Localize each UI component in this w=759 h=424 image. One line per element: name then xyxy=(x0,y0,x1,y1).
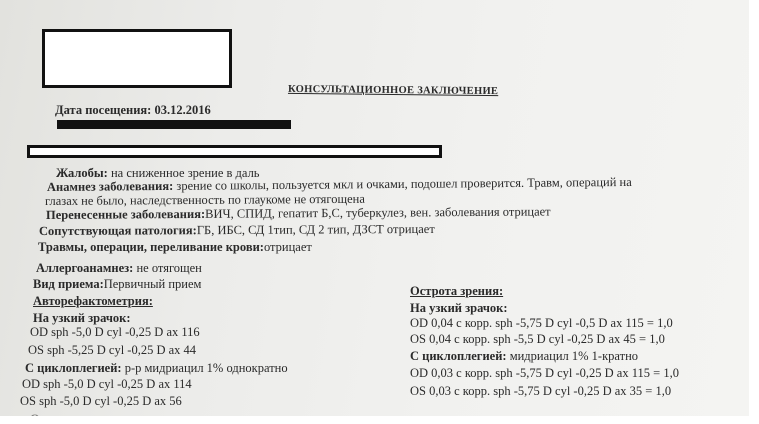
comorbid-label: Сопутствующая патология: xyxy=(38,223,197,238)
past-diseases-value: ВИЧ, СПИД, гепатит Б,С, туберкулез, вен. заболевания отрицает xyxy=(205,204,551,221)
redacted-address-bar xyxy=(27,145,442,158)
autoref-cyclo-os: OS sph -5,0 D cyl -0,25 D ax 56 xyxy=(20,394,182,408)
acuity-cyclo-value: мидриацил 1% 1-кратно xyxy=(509,349,639,363)
autoref-narrow-od: OD sph -5,0 D cyl -0,25 D ax 116 xyxy=(30,325,200,339)
acuity-narrow-label: На узкий зрачок: xyxy=(410,301,508,315)
visit-type-row xyxy=(33,277,201,292)
acuity-cyclo-label: С циклоплегией: xyxy=(410,349,507,363)
acuity-cyclo-od: OD 0,03 с корр. sph -5,75 D cyl -0,25 D ax 115 = 1,0 xyxy=(410,366,679,380)
acuity-narrow-os: OS 0,04 с корр. sph -5,5 D cyl -0,25 D ax 45 = 1,0 xyxy=(410,332,665,346)
injuries-label: Травмы, операции, переливание крови: xyxy=(38,240,264,254)
visit-date-value: 03.12.2016 xyxy=(154,103,211,117)
autoref-narrow-os: OS sph -5,25 D cyl -0,25 D ax 44 xyxy=(28,343,197,357)
autoref-narrow-label: На узкий зрачок: xyxy=(33,311,131,325)
autoref-cyclo-label: С циклоплегией: xyxy=(25,361,122,375)
visit-date-row xyxy=(55,103,211,118)
autoref-cyclo-od: OD sph -5,0 D cyl -0,25 D ax 114 xyxy=(22,377,192,391)
past-diseases-label: Перенесенные заболевания: xyxy=(45,206,206,222)
anamnesis-label: Анамнез заболевания: xyxy=(46,178,174,194)
complaints-label: Жалобы: xyxy=(56,166,108,180)
anamnesis-line1: зрение со школы, пользуется мкл и очками, подошел проверится. Травм, операций на xyxy=(176,174,632,193)
acuity-narrow-od: OD 0,04 с корр. sph -5,75 D cyl -0,5 D ax 115 = 1,0 xyxy=(410,316,673,330)
visit-date-label: Дата посещения: xyxy=(55,103,152,117)
comorbid-value: ГБ, ИБС, СД 1тип, СД 2 тип, ДЗСТ отрицает xyxy=(196,221,435,238)
autoref-cyclo-value: р-р мидриацил 1% однократно xyxy=(124,361,288,375)
allergy-value: не отягощен xyxy=(136,261,202,275)
injuries-value: отрицает xyxy=(263,240,312,254)
visit-type-label: Вид приема: xyxy=(33,277,104,291)
scan-right-margin xyxy=(749,0,759,424)
autoref-cyclo-row xyxy=(25,361,288,376)
acuity-title: Острота зрения: xyxy=(410,284,504,298)
visit-type-value: Первичный прием xyxy=(103,277,202,291)
injuries-row xyxy=(38,240,312,255)
past-diseases-row xyxy=(46,204,551,223)
autoref-title: Авторефактометрия: xyxy=(33,294,153,308)
redacted-logo-box xyxy=(42,29,232,88)
anamnesis-line2: глазах не было, наследственность по глаукоме не отягощена xyxy=(44,191,365,208)
scan-bottom-margin xyxy=(0,416,759,424)
comorbid-row xyxy=(39,222,435,239)
acuity-cyclo-os: OS 0,03 с корр. sph -5,75 D cyl -0,25 D ax 35 = 1,0 xyxy=(410,384,672,398)
redacted-name-bar xyxy=(57,120,291,129)
allergy-row xyxy=(36,261,202,276)
document-title: КОНСУЛЬТАЦИОННОЕ ЗАКЛЮЧЕНИЕ xyxy=(287,83,499,98)
complaints-value: на сниженное зрение в даль xyxy=(110,166,260,180)
allergy-label: Аллергоанамнез: xyxy=(36,261,134,275)
acuity-cyclo-row xyxy=(410,349,638,364)
